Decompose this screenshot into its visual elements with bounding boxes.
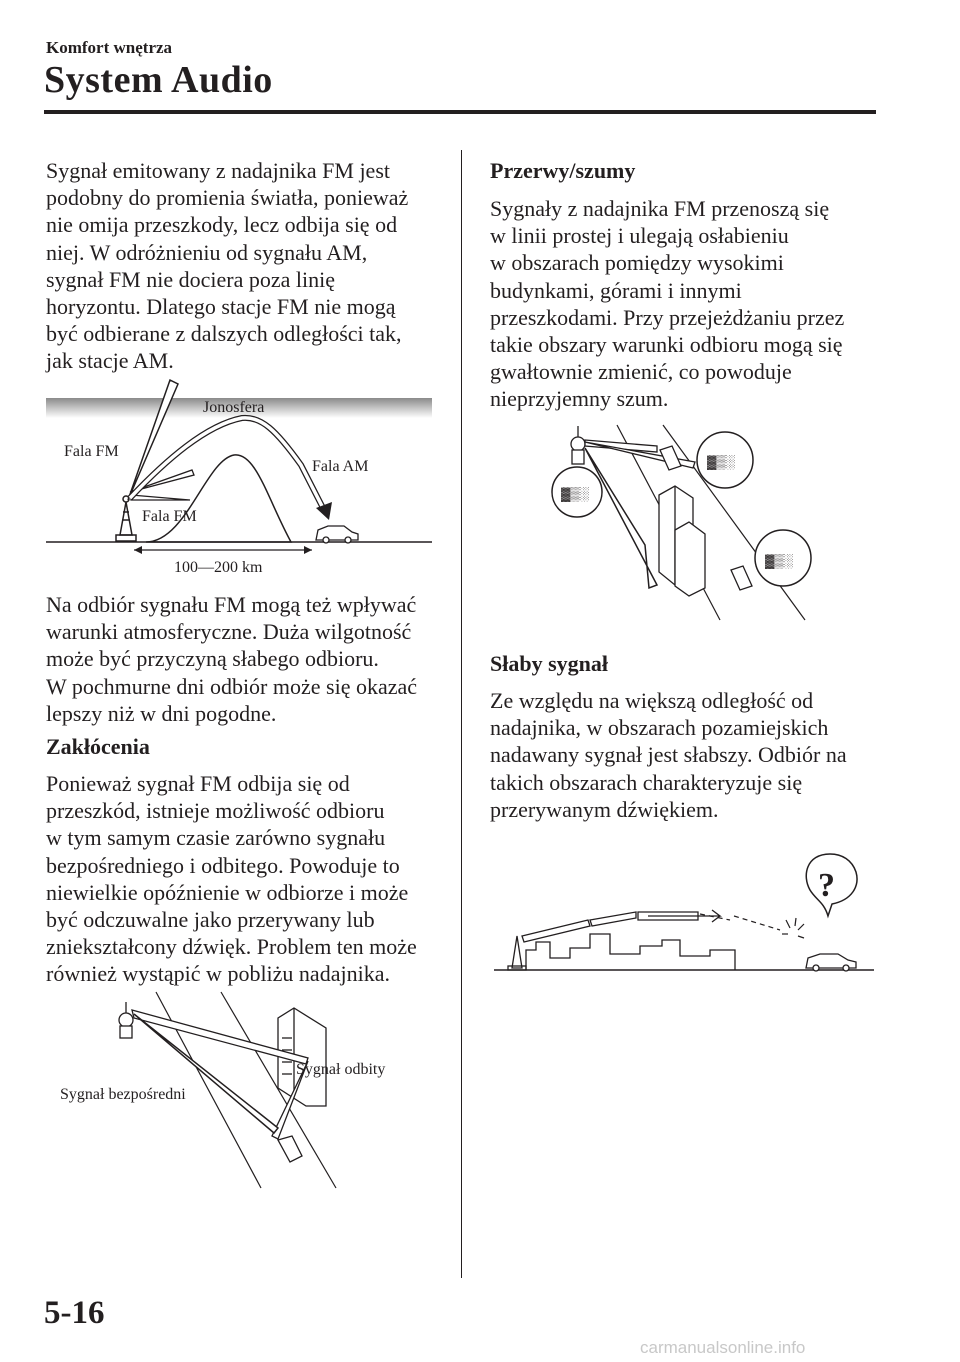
text-line: Na odbiór sygnału FM mogą też wpływać: [46, 592, 417, 617]
text-line: bezpośredniego i odbitego. Powoduje to: [46, 852, 400, 878]
weak-signal-paragraph: [490, 687, 880, 823]
transmitter-tower-icon: [116, 496, 136, 541]
text-line: Sygnał emitowany z nadajnika FM jest: [46, 158, 390, 183]
car-icon: [278, 1136, 302, 1162]
watermark: carmanualsonline.info: [640, 1338, 806, 1357]
weak-signal-heading: Słaby sygnał: [490, 651, 608, 676]
noise-scribble: ▓▒░: [765, 553, 793, 568]
interference-paragraph: [46, 770, 446, 988]
text-line: niewielkie opóźnienie w odbiorze i może: [46, 879, 409, 905]
multipath-figure: [46, 988, 426, 1193]
intro-paragraph: [46, 157, 446, 375]
text-line: W pochmurne dni odbiór może się okazać: [46, 673, 418, 699]
noise-figure: [545, 420, 835, 625]
text-line: nieprzyjemny szum.: [490, 386, 669, 412]
label-ionosphere: Jonosfera: [203, 399, 265, 416]
title-rule: [44, 110, 876, 114]
text-line: takie obszary warunki odbioru mogą się: [490, 332, 843, 358]
page-title: System Audio: [44, 59, 273, 101]
text-line: w obszarach pomiędzy wysokimi: [490, 250, 784, 276]
text-line: Ponieważ sygnał FM odbija się od: [46, 771, 350, 796]
text-line: Sygnały z nadajnika FM przenoszą się: [490, 196, 830, 221]
text-line: lepszy niż w dni pogodne.: [46, 700, 277, 726]
text-line: horyzontu. Dlatego stacje FM nie mogą: [46, 294, 396, 320]
weak-signal-figure: [490, 850, 880, 980]
am-wave-path: [130, 418, 324, 510]
fm-wave-lower-arrow: [131, 495, 190, 500]
signal-arrow: [522, 920, 590, 942]
text-line: jak stacje AM.: [46, 348, 174, 374]
text-line: takich obszarach charakteryzuje się: [490, 769, 803, 795]
label-fm-upper: Fala FM: [64, 443, 119, 460]
dropout-heading: Przerwy/szumy: [490, 158, 636, 183]
label-am: Fala AM: [312, 458, 369, 475]
text-line: przeszkód, istnieje możliwość odbioru: [46, 798, 385, 824]
weather-paragraph: [46, 591, 446, 727]
car-icon: [806, 954, 856, 971]
text-line: nie omija przeszkody, lecz odbija się od: [46, 212, 398, 238]
fm-am-propagation-figure: [46, 370, 436, 585]
static-burst-icon: [782, 918, 804, 938]
text-line: warunki atmosferyczne. Duża wilgotność: [46, 619, 412, 645]
text-line: być odczuwalne jako przerywany lub: [46, 907, 375, 933]
text-line: przerywanym dźwiękiem.: [490, 796, 719, 822]
text-line: przeszkodami. Przy przejeżdżaniu przez: [490, 304, 845, 330]
city-skyline: [526, 934, 735, 970]
signal-arrow: [590, 912, 636, 926]
building-icon: [659, 486, 705, 596]
text-line: niej. W odróżnieniu od sygnału AM,: [46, 239, 368, 265]
dropout-paragraph: [490, 195, 880, 413]
signal-arrow: [585, 448, 657, 588]
column-divider: [461, 150, 462, 1278]
car-icon: [316, 526, 358, 543]
text-line: być odbierane z dalszych odległości tak,: [46, 321, 402, 347]
text-line: podobny do promienia światła, ponieważ: [46, 185, 409, 211]
label-fm-lower: Fala FM: [142, 508, 197, 525]
text-line: nadajnika, w obszarach pozamiejskich: [490, 715, 829, 741]
text-line: nadawany sygnał jest słabszy. Odbiór na: [490, 742, 847, 768]
text-line: w linii prostej i ulegają osłabieniu: [490, 223, 789, 249]
text-line: w tym samym czasie zarówno sygnału: [46, 825, 386, 851]
label-distance: 100—200 km: [174, 559, 263, 576]
question-mark-icon: ?: [818, 867, 835, 904]
text-line: budynkami, górami i innymi: [490, 277, 742, 303]
noise-scribble: ▓▒░: [561, 486, 589, 501]
section-label: Komfort wnętrza: [46, 38, 173, 57]
text-line: również wystąpić w pobliżu nadajnika.: [46, 961, 390, 987]
noise-scribble: ▓▒░: [707, 454, 735, 469]
text-line: zniekształcony dźwięk. Problem ten może: [46, 934, 417, 960]
page-number: 5-16: [44, 1295, 105, 1331]
text-line: sygnał FM nie dociera poza linię: [46, 266, 335, 292]
label-reflected: Sygnał odbity: [296, 1061, 386, 1078]
transmitter-tower-icon: [119, 1002, 133, 1038]
text-line: może być przyczyną słabego odbioru.: [46, 646, 379, 672]
transmitter-tower-icon: [571, 426, 585, 464]
interference-heading: Zakłócenia: [46, 734, 150, 759]
text-line: gwałtownie zmienić, co powoduje: [490, 359, 792, 385]
label-direct: Sygnał bezpośredni: [60, 1086, 186, 1103]
text-line: Ze względu na większą odległość od: [490, 688, 814, 713]
